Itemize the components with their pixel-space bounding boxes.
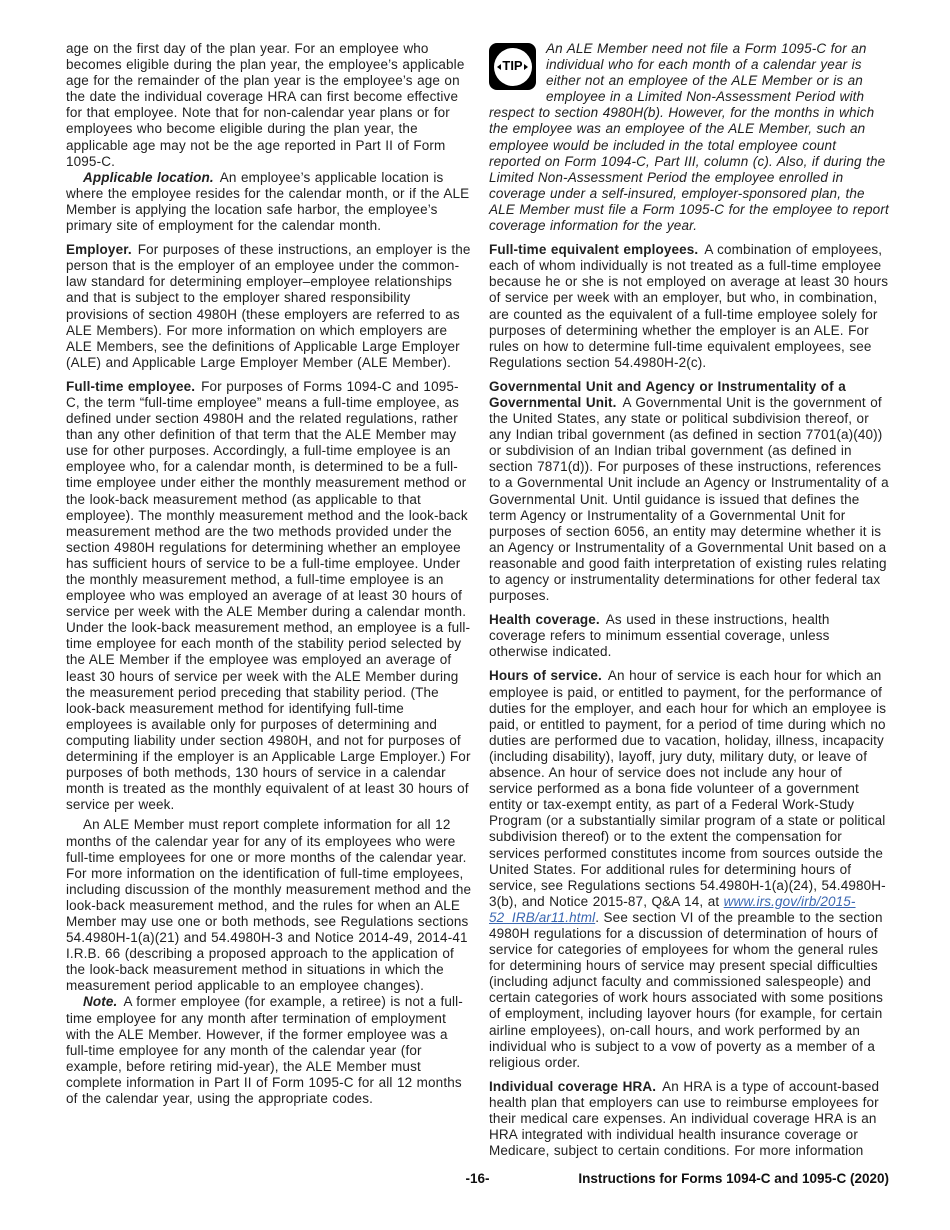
body-text: age on the first day of the plan year. For an employee who becomes eligible during the plan year, the employee’s applicable age for the remainder of the plan year is the employee’s age on the date the individual coverage HRA can first become effective for that employee. Note that for non-calendar year plans or for employees who become eligible during the plan year, the applicable age may not be the age reported in Part II of Form 1095-C.	[66, 41, 465, 169]
body-text: An employee’s applicable location is where the employee resides for the calendar month, or if the ALE Member is applying the location safe harbor, the employee’s primary site of employment for the calendar month.	[66, 169, 470, 234]
paragraph	[66, 41, 472, 170]
tip-icon	[489, 43, 536, 90]
body-text: An hour of service is each hour for which an employee is paid, or entitled to payment, for the performance of duties for the employer, and each hour for which an employee is paid, or entitled to payment, for a period of time during which no duties are performed due to vacation, holiday, illness, incapacity (including disability), layoff, jury duty, military duty, or leave of absence. An hour of service does not include any hour of service performed as a bona fide volunteer of a government entity or tax-exempt entity, as part of a Federal Work-Study Program (or a substantially similar program of a state or political subdivision thereof) or to the extent the compensation for services performed constitutes income from sources outside the United States. For additional rules for determining hours of service, see Regulations sections 54.4980H-1(a)(24), 54.4980H-3(b), and Notice 2015-87, Q&A 14, at	[489, 668, 887, 909]
paragraph	[66, 994, 472, 1107]
tip-icon-label: TIP	[502, 58, 523, 74]
page-footer	[66, 1171, 889, 1189]
body-text: An ALE Member must report complete information for all 12 months of the calendar year for any of its employees who were full-time employees for one or more months of the calendar year. For more information on the identification of full-time employees, including discussion of the monthly measurement method and the look-back measurement method, and the rules for when an ALE Member may use one or both methods, see Regulations sections 54.4980H-1(a)(21) and 54.4980H-3 and Notice 2014-49, 2014-41 I.R.B. 66 (describing a proposed approach to the application of the look-back measurement method in situations in which the measurement period applicable to an employee changes).	[66, 817, 472, 994]
body-text: An ALE Member need not file a Form 1095-C for an individual who for each month of a calendar year is either not an employee of the ALE Member or is an employee in a Limited Non-Assessment Period with respect to section 4980H(b). However, for the months in which the employee was an employee of the ALE Member, such an employee would be included in the total employee count reported on Form 1094-C, Part III, column (c). Also, if during the Limited Non-Assessment Period the employee enrolled in coverage under a self-insured, employer-sponsored plan, the ALE Member must file a Form 1095-C for the employee to report coverage information for the year.	[489, 41, 889, 234]
runin-heading: Individual coverage HRA.	[489, 1078, 657, 1094]
runin-heading: Full-time employee.	[66, 378, 196, 394]
body-text: For purposes of these instructions, an employer is the person that is the employer of an employee under the common-law standard for determining employer–employee relationships and that is subject to the employer shared responsibility provisions of section 4980H (these employers are referred to as ALE Members). For more information on which employers are ALE Members, see the definitions of Applicable Large Employer (ALE) and Applicable Large Employer Member (ALE Member).	[66, 242, 471, 370]
body-text: A combination of employees, each of whom individually is not treated as a full-time employee because he or she is not employed on average at least 30 hours of service per week with an employer, but who, in combination, are counted as the equivalent of a full-time employee solely for purposes of determining whether the employer is an ALE. For rules on how to determine full-time equivalent employees, see Regulations section 54.4980H-2(c).	[489, 242, 889, 370]
body-text: A Governmental Unit is the government of the United States, any state or political subdivision thereof, or any Indian tribal government (as defined in section 7701(a)(40)) or subdivision of an Indian tribal government (as defined in section 7871(d)). For purposes of these instructions, references to a Governmental Unit include an Agency or Instrumentality of a Governmental Unit. Until guidance is issued that defines the term Agency or Instrumentality of a Governmental Unit for purposes of section 6056, an entity may determine whether it is an Agency or Instrumentality of a Governmental Unit based on a reasonable and good faith interpretation of existing rules relating to agency or instrumentality determinations for other federal tax purposes.	[489, 394, 889, 604]
runin-heading: Governmental Unit and Agency or Instrumentality of a Governmental Unit.	[489, 378, 846, 410]
footer-doc-title: Instructions for Forms 1094-C and 1095-C (2020)	[578, 1171, 889, 1186]
page-number: -16-	[465, 1171, 490, 1186]
irs-link[interactable]: www.irs.gov/irb/2015-52_IRB/ar11.html	[489, 893, 856, 925]
body-text: . See section VI of the preamble to the section 4980H regulations for a discussion of determination of hours of service for categories of employees for whom the general rules for determining hours of service may present special difficulties (including adjunct faculty and commissioned salespeople) and certain categories of work hours associated with some positions of employment, including layover hours (for example, for certain airline employees), on-call hours, and work performed by an individual who is subject to a vow of poverty as a member of a religious order.	[489, 909, 884, 1070]
runin-heading: Applicable location.	[83, 169, 214, 185]
runin-heading: Hours of service.	[489, 668, 602, 684]
paragraph	[489, 612, 889, 660]
right-column	[489, 41, 889, 1159]
paragraph	[66, 242, 472, 371]
body-text: An HRA is a type of account-based health plan that employers can use to reimburse employees for their medical care expenses. An individual coverage HRA is an HRA integrated with individual health insurance coverage or Medicare, subject to certain conditions. For more information	[489, 1078, 880, 1159]
paragraph	[66, 170, 472, 234]
paragraph	[66, 817, 472, 994]
runin-heading: Employer.	[66, 242, 132, 258]
paragraph	[489, 242, 889, 371]
paragraph	[489, 379, 889, 604]
body-text: For purposes of Forms 1094-C and 1095-C, the term “full-time employee” means a full-time employee, as defined under section 4980H and the related regulations, rather than any other definition of that term that the ALE Member may use for other purposes. Accordingly, a full-time employee is an employee who, for a calendar month, is determined to be a full-time employee under either the monthly measurement method or the look-back measurement method (as applicable to that employee). The monthly measurement method and the look-back measurement method are the two methods provided under the section 4980H regulations for determining whether an employee has sufficient hours of service to be a full-time employee. Under the monthly measurement method, a full-time employee is an employee who was employed an average of at least 30 hours of service per week with the ALE Member during a calendar month. Under the look-back measurement method, an employee is a full-time employee for each month of the stability period selected by the ALE Member if the employee was employed an average of least 30 hours of service per week with the ALE Member during the measurement period preceding that stability period. (The look-back measurement method for identifying full-time employees is available only for purposes of determining and computing liability under section 4980H, and not for purposes of determining if the employer is an Applicable Large Employer.) For purposes of both methods, 130 hours of service in a calendar month is treated as the monthly equivalent of at least 30 hours of service per week.	[66, 378, 471, 813]
tip-icon-circle	[494, 48, 532, 86]
runin-heading: Full-time equivalent employees.	[489, 242, 699, 258]
body-text: A former employee (for example, a retiree) is not a full-time employee for any month after termination of employment with the ALE Member. However, if the former employee was a full-time employee for any month of the calendar year (for example, before retiring mid-year), the ALE Member must complete information in Part II of Form 1095-C for all 12 months of the calendar year, using the appropriate codes.	[66, 994, 463, 1106]
tip-note	[489, 41, 889, 234]
runin-heading: Note.	[83, 994, 118, 1010]
body-text: As used in these instructions, health coverage refers to minimum essential coverage, unless otherwise indicated.	[489, 612, 830, 660]
paragraph	[489, 668, 889, 1070]
paragraph	[489, 1079, 889, 1159]
runin-heading: Health coverage.	[489, 612, 600, 628]
paragraph	[66, 379, 472, 814]
left-column	[66, 41, 472, 1107]
